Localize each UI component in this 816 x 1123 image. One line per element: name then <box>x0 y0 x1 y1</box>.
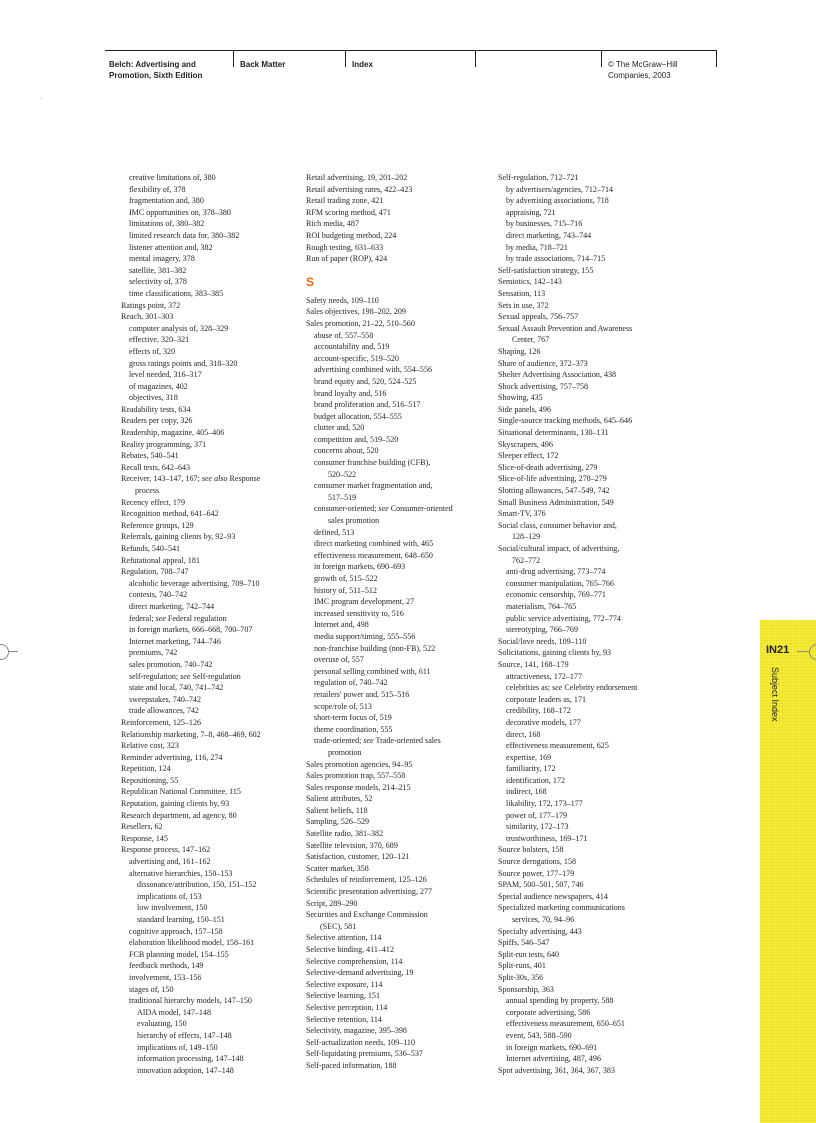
index-entry: alcoholic beverage advertising, 709–710 <box>129 578 260 588</box>
section-label: Subject Index <box>770 667 780 722</box>
index-entry: brand loyalty and, 516 <box>314 388 387 398</box>
index-entry: anti-drug advertising, 773–774 <box>506 567 606 577</box>
index-entry: effectiveness measurement, 650–651 <box>506 1019 625 1029</box>
index-entry: economic censorship, 769–771 <box>506 590 606 600</box>
index-entry: 520–522 <box>328 469 357 479</box>
index-entry: Source power, 177–179 <box>498 868 575 878</box>
index-entry: Referrals, gaining clients by, 92–93 <box>121 532 236 542</box>
index-entry: Selective attention, 114 <box>306 933 382 943</box>
index-entry: overuse of, 557 <box>314 655 364 665</box>
crop-mark: · <box>40 96 42 102</box>
index-entry: Selective exposure, 114 <box>306 979 383 989</box>
index-entry: contests, 740–742 <box>129 590 188 600</box>
index-entry: Retail advertising rates, 422–423 <box>306 184 413 194</box>
index-entry: Sales promotion agencies, 94–95 <box>306 759 413 769</box>
header-copyright-line2: Companies, 2003 <box>608 71 671 80</box>
index-entry: growth of, 515–522 <box>314 574 378 583</box>
index-entry: Satellite television, 370, 689 <box>306 840 398 850</box>
index-entry: state and local, 740, 741–742 <box>129 683 224 693</box>
index-entry: effective, 320–321 <box>129 335 190 345</box>
index-entry: RFM scoring method, 471 <box>306 207 391 217</box>
index-entry: advertising combined with, 554–556 <box>314 365 433 375</box>
index-entry: retailers' power and, 515–516 <box>314 689 410 699</box>
index-entry: limitations of, 380–382 <box>129 219 205 229</box>
index-entry: short-term focus of, 519 <box>314 713 392 723</box>
index-entry: Self-regulation, 712–721 <box>498 173 579 182</box>
index-entry: standard learning, 150–151 <box>137 915 225 924</box>
index-entry: Shaping, 126 <box>498 346 541 356</box>
index-entry: Sales promotion, 21–22, 510–560 <box>306 318 415 328</box>
index-entry: 128–129 <box>512 532 541 542</box>
index-entry: Retail trading zone, 421 <box>306 196 384 206</box>
index-entry: Schedules of reinforcement, 125–126 <box>306 875 427 885</box>
index-entry: Salient beliefs, 118 <box>306 805 368 815</box>
index-entry: direct marketing, 743–744 <box>506 230 592 240</box>
index-entry: information processing, 147–148 <box>137 1054 244 1064</box>
index-entry: alternative hierarchies, 150–153 <box>129 868 233 878</box>
index-entry: low involvement, 150 <box>137 903 208 913</box>
index-entry: innovation adoption, 147–148 <box>137 1065 234 1075</box>
index-entry: Slice-of-life advertising, 278–279 <box>498 474 607 484</box>
index-entry: materialism, 764–765 <box>506 601 577 611</box>
index-entry: Self-actualization needs, 109–110 <box>306 1037 415 1047</box>
index-entry: fragmentation and, 380 <box>129 196 204 206</box>
index-entry: services, 70, 94–96 <box>512 915 575 924</box>
index-entry: concerns about, 520 <box>314 446 379 456</box>
index-entry: history of, 511–512 <box>314 585 377 595</box>
index-entry: by advertising associations, 718 <box>506 196 609 206</box>
index-entry: feedback methods, 149 <box>129 961 204 971</box>
index-entry: effects of, 320 <box>129 346 176 356</box>
index-entry: Run of paper (ROP), 424 <box>306 254 388 264</box>
index-entry: implications of, 153 <box>137 891 202 901</box>
index-entry: Refutational appeal, 181 <box>121 555 200 565</box>
index-entry: competition and, 519–520 <box>314 434 399 444</box>
header-section: Back Matter <box>240 60 286 69</box>
index-entry: FCB planning model, 154–155 <box>129 949 229 959</box>
index-entry: Source bolsters, 158 <box>498 845 564 855</box>
index-entry: time classifications, 383–385 <box>129 288 224 298</box>
index-entry: Share of audience, 372–373 <box>498 358 588 368</box>
index-entry: SPAM, 500–501, 507, 746 <box>498 880 584 890</box>
index-entry: Sexual Assault Prevention and Awareness <box>498 323 633 333</box>
index-entry: Recency effect, 179 <box>121 497 185 507</box>
index-entry: Reminder advertising, 116, 274 <box>121 752 223 762</box>
index-entry: AIDA model, 147–148 <box>137 1007 211 1017</box>
index-entry: Social class, consumer behavior and, <box>498 520 617 530</box>
index-entry: corporate advertising, 586 <box>506 1007 591 1017</box>
index-entry: (SEC), 581 <box>320 921 357 931</box>
index-entry: self-regulation; see Self-regulation <box>129 671 241 681</box>
index-entry: Split-runs, 401 <box>498 961 546 971</box>
index-entry: expertise, 169 <box>506 752 552 762</box>
index-entry: Rough testing, 631–633 <box>306 242 384 252</box>
index-entry: Side panels, 496 <box>498 404 551 414</box>
index-entry: Sales promotion trap, 557–558 <box>306 771 406 781</box>
index-entry: by media, 718–721 <box>506 242 568 252</box>
index-entry: Reach, 301–303 <box>121 312 174 322</box>
index-entry: Rich media, 487 <box>306 219 359 229</box>
registration-mark-line <box>8 651 18 652</box>
index-entry: familiarity, 172 <box>506 764 556 774</box>
index-entry: Response, 145 <box>121 833 168 843</box>
index-entry: event, 543, 588–590 <box>506 1030 572 1040</box>
index-entry: Specialty advertising, 443 <box>498 926 582 936</box>
index-entry: Repositioning, 55 <box>121 775 179 785</box>
index-entry: Reference groups, 129 <box>121 520 194 530</box>
index-entry: Readership, magazine, 405–406 <box>121 428 225 438</box>
index-entry: theme coordination, 555 <box>314 724 393 734</box>
index-entry: flexibility of, 378 <box>129 184 186 194</box>
index-entry: 762–772 <box>512 555 541 565</box>
registration-mark <box>0 644 9 660</box>
index-entry: sales promotion <box>328 516 380 526</box>
index-entry: Smart-TV, 376 <box>498 509 546 519</box>
index-entry: brand proliferation and, 516–517 <box>314 400 421 410</box>
index-entry: involvement, 153–156 <box>129 972 202 982</box>
index-entry: Social/love needs, 109–110 <box>498 636 587 646</box>
index-entry: Selectivity, magazine, 395–398 <box>306 1026 407 1036</box>
index-entry: defined, 513 <box>314 527 355 537</box>
index-entry: Scatter market, 358 <box>306 863 369 873</box>
index-entry: selectivity of, 378 <box>129 277 187 287</box>
index-entry: Spot advertising, 361, 364, 367, 383 <box>498 1065 615 1075</box>
index-entry: Special audience newspapers, 414 <box>498 891 608 901</box>
index-column-2 <box>306 172 482 1072</box>
index-entry: Reputation, gaining clients by, 93 <box>121 799 230 809</box>
index-entry: Regulation, 708–747 <box>121 567 189 577</box>
index-entry: abuse of, 557–558 <box>314 330 374 340</box>
index-entry: Shock advertising, 757–758 <box>498 381 589 391</box>
index-entry: advertising and, 161–162 <box>129 857 211 867</box>
index-entry: brand equity and, 520, 524–525 <box>314 376 417 386</box>
index-entry: personal selling combined with, 611 <box>314 666 431 676</box>
index-entry: attractiveness, 172–177 <box>506 671 582 681</box>
index-entry: Retail advertising, 19, 201–202 <box>306 173 408 182</box>
index-entry: Recognition method, 641–642 <box>121 509 219 519</box>
index-entry: Refunds, 540–541 <box>121 544 181 553</box>
header-copyright <box>608 59 678 81</box>
index-entry: computer analysis of, 328–329 <box>129 323 229 333</box>
index-entry: implications of, 149–150 <box>137 1042 218 1052</box>
index-entry: Source, 141, 168–179 <box>498 659 569 669</box>
index-entry: listener attention and, 382 <box>129 242 213 252</box>
index-entry: increased sensitivity to, 516 <box>314 608 404 618</box>
index-entry: Source derogations, 158 <box>498 857 576 867</box>
index-entry: non-franchise building (non-FB), 522 <box>314 643 436 653</box>
index-entry: Readers per copy, 326 <box>121 416 193 426</box>
index-entry: Research department, ad agency, 80 <box>121 810 237 820</box>
header-chapter: Index <box>352 60 373 69</box>
index-entry: consumer franchise building (CFB), <box>314 458 431 468</box>
index-entry: Selective learning, 151 <box>306 991 380 1001</box>
index-entry: in foreign markets, 690–693 <box>314 562 406 572</box>
index-entry: indirect, 168 <box>506 787 547 797</box>
header-copyright-line1: © The McGraw−Hill <box>608 60 678 69</box>
index-entry: Sleeper effect, 172 <box>498 451 559 461</box>
index-entry: Sales objectives, 198–202, 209 <box>306 307 406 317</box>
index-entry: celebrities as; see Celebrity endorsement <box>506 683 638 693</box>
header-divider <box>233 51 234 67</box>
index-entry: by businesses, 715–716 <box>506 219 583 229</box>
index-entry: Reality programming, 371 <box>121 439 207 449</box>
header-book-title <box>109 59 202 81</box>
index-entry: Relative cost, 323 <box>121 741 179 751</box>
index-entry: satellite, 381–382 <box>129 265 187 275</box>
index-entry: identification, 172 <box>506 775 565 785</box>
index-entry: account-specific, 519–520 <box>314 353 399 363</box>
index-column-1 <box>121 172 291 1076</box>
sidebar-blank <box>760 0 816 620</box>
index-entry: gross ratings points and, 318–320 <box>129 358 238 368</box>
index-entry: Selective-demand advertising, 19 <box>306 968 414 978</box>
index-entry: Republican National Committee, 115 <box>121 787 241 797</box>
running-header <box>105 50 717 91</box>
index-entry: Sensation, 113 <box>498 288 546 298</box>
page-number: IN21 <box>766 644 790 656</box>
index-entry: Scientific presentation advertising, 277 <box>306 887 433 897</box>
index-entry: ROI budgeting method, 224 <box>306 230 397 240</box>
index-entry: appraising, 721 <box>506 207 556 217</box>
index-entry: annual spending by property, 588 <box>506 996 614 1006</box>
index-entry: IMC opportunities on, 378–380 <box>129 207 231 217</box>
index-entry: Selective retention, 114 <box>306 1014 382 1024</box>
index-entry: trustworthiness, 169–171 <box>506 833 588 843</box>
index-entry: power of, 177–179 <box>506 810 568 820</box>
header-book-line1: Belch: Advertising and <box>109 60 196 69</box>
index-entry: Ratings point, 372 <box>121 300 181 310</box>
index-entry: corporate leaders as, 171 <box>506 694 586 704</box>
index-entry: in foreign markets, 690–691 <box>506 1042 598 1052</box>
index-entry: direct marketing, 742–744 <box>129 601 215 611</box>
index-entry: Receiver, 143–147, 167; see also Response <box>121 474 261 484</box>
index-entry: Single-source tracking methods, 645–646 <box>498 416 633 426</box>
index-entry: evaluating, 150 <box>137 1019 187 1029</box>
index-entry: Showing, 435 <box>498 393 543 403</box>
index-entry: Response process, 147–162 <box>121 845 211 855</box>
index-entry: Selective perception, 114 <box>306 1002 388 1012</box>
index-entry: budget allocation, 554–555 <box>314 411 402 421</box>
index-entry: Internet and, 498 <box>314 620 369 630</box>
index-entry: likability, 172, 173–177 <box>506 799 583 809</box>
index-entry: by trade associations, 714–715 <box>506 254 606 264</box>
registration-mark-line <box>797 651 809 652</box>
index-entry: Skyscrapers, 496 <box>498 439 553 449</box>
index-entry: regulation of, 740–742 <box>314 678 388 688</box>
index-entry: Self-paced information, 188 <box>306 1060 397 1070</box>
index-entry: credibility, 168–172 <box>506 706 571 716</box>
index-entry: cognitive approach, 157–158 <box>129 926 223 936</box>
index-entry: Satisfaction, customer, 120–121 <box>306 852 410 862</box>
index-entry: Internet advertising, 487, 496 <box>506 1054 601 1064</box>
header-divider <box>716 51 717 67</box>
index-entry: Shelter Advertising Association, 438 <box>498 370 617 380</box>
index-entry: Sampling, 526–529 <box>306 817 370 827</box>
index-entry: trade-oriented; see Trade-oriented sales <box>314 736 441 746</box>
index-entry: IMC program development, 27 <box>314 597 415 607</box>
header-divider <box>601 51 602 67</box>
index-entry: decorative models, 177 <box>506 717 581 727</box>
index-entry: media support/timing, 555–556 <box>314 631 416 641</box>
index-entry: Safety needs, 109–110 <box>306 295 379 305</box>
index-entry: Social/cultural impact, of advertising, <box>498 544 620 553</box>
index-entry: limited research data for, 380–382 <box>129 230 240 240</box>
index-entry: Readability tests, 634 <box>121 404 191 414</box>
index-entry: of magazines, 402 <box>129 381 188 391</box>
index-entry: Repetition, 124 <box>121 764 171 774</box>
index-entry: direct, 168 <box>506 729 541 739</box>
index-entry: Split-run tests, 640 <box>498 949 560 959</box>
index-entry: Semiotics, 142–143 <box>498 277 562 287</box>
index-entry: Small Business Administration, 549 <box>498 497 614 507</box>
header-divider <box>345 51 346 67</box>
index-entry: Specialized marketing communications <box>498 903 625 913</box>
index-entry: Rebates, 540–541 <box>121 451 179 461</box>
index-entry: effectiveness measurement, 648–650 <box>314 550 433 560</box>
index-entry: Satellite radio, 381–382 <box>306 829 384 839</box>
index-entry: Solicitations, gaining clients by, 93 <box>498 648 612 658</box>
index-entry: effectiveness measurement, 625 <box>506 741 609 751</box>
index-entry: consumer-oriented; see Consumer-oriented <box>314 504 453 514</box>
index-entry: Selective binding, 411–412 <box>306 945 394 954</box>
index-entry: Resellers, 62 <box>121 822 163 832</box>
index-entry: consumer manipulation, 765–766 <box>506 578 614 588</box>
index-column-3 <box>498 172 670 1076</box>
index-entry: Self-satisfaction strategy, 155 <box>498 265 594 275</box>
index-entry: 517–519 <box>328 492 357 502</box>
index-entry: trade allowances, 742 <box>129 706 199 716</box>
index-entry: sales promotion, 740–742 <box>129 659 213 669</box>
index-entry: accountability and, 519 <box>314 342 390 352</box>
index-entry: Self-liquidating premiums, 536–537 <box>306 1049 423 1059</box>
index-entry: Selective comprehension, 114 <box>306 956 403 966</box>
index-entry: Script, 289–290 <box>306 898 358 908</box>
index-entry: creative limitations of, 380 <box>129 173 216 182</box>
index-entry: mental imagery, 378 <box>129 254 195 264</box>
index-entry: level needed, 316–317 <box>129 370 202 380</box>
index-entry: by advertisers/agencies, 712–714 <box>506 184 614 194</box>
index-entry: Salient attributes, 52 <box>306 794 373 804</box>
index-entry: similarity, 172–173 <box>506 822 569 832</box>
index-entry: sweepstakes, 740–742 <box>129 694 201 704</box>
index-entry: scope/role of, 513 <box>314 701 372 711</box>
index-letter-heading: S <box>306 274 315 289</box>
index-entry: Center, 767 <box>512 335 550 345</box>
index-entry: stages of, 150 <box>129 984 174 994</box>
index-entry: Relationship marketing, 7–8, 468–469, 602 <box>121 729 261 739</box>
index-entry: traditional hierarchy models, 147–150 <box>129 996 252 1006</box>
index-entry: clutter and, 520 <box>314 423 365 433</box>
index-entry: dissonance/attribution, 150, 151–152 <box>137 880 257 890</box>
index-entry: Sales response models, 214–215 <box>306 782 411 792</box>
index-entry: Slice-of-death advertising, 279 <box>498 462 598 472</box>
header-divider <box>475 51 476 67</box>
index-entry: Sexual appeals, 756–757 <box>498 312 579 322</box>
index-entry: elaboration likelihood model, 158–161 <box>129 938 255 948</box>
index-entry: stereotyping, 766–769 <box>506 625 578 635</box>
index-entry: Internet marketing, 744–746 <box>129 636 221 646</box>
index-entry: Recall tests, 642–643 <box>121 462 191 472</box>
index-entry: promotion <box>328 747 362 757</box>
index-entry: Securities and Exchange Commission <box>306 910 428 920</box>
index-entry: Split-30s, 356 <box>498 972 544 982</box>
index-entry: Spiffs, 546–547 <box>498 938 550 948</box>
index-entry: direct marketing combined with, 465 <box>314 539 434 549</box>
index-entry: objectives, 318 <box>129 393 178 403</box>
index-entry: Sets in use, 372 <box>498 300 549 310</box>
header-book-line2: Promotion, Sixth Edition <box>109 71 203 80</box>
index-entry: Reinforcement, 125–126 <box>121 717 202 727</box>
index-entry: Slotting allowances, 547–549, 742 <box>498 486 610 496</box>
index-entry: hierarchy of effects, 147–148 <box>137 1030 232 1040</box>
index-entry: federal; see Federal regulation <box>129 613 227 623</box>
index-entry: process <box>135 486 160 496</box>
index-entry: in foreign markets, 666–668, 700–707 <box>129 625 253 635</box>
index-entry: premiums, 742 <box>129 648 178 658</box>
index-entry: Situational determinants, 130–131 <box>498 428 609 438</box>
index-entry: consumer market fragmentation and, <box>314 481 433 491</box>
index-entry: Sponsorship, 363 <box>498 984 554 994</box>
index-entry: public service advertising, 772–774 <box>506 613 621 623</box>
